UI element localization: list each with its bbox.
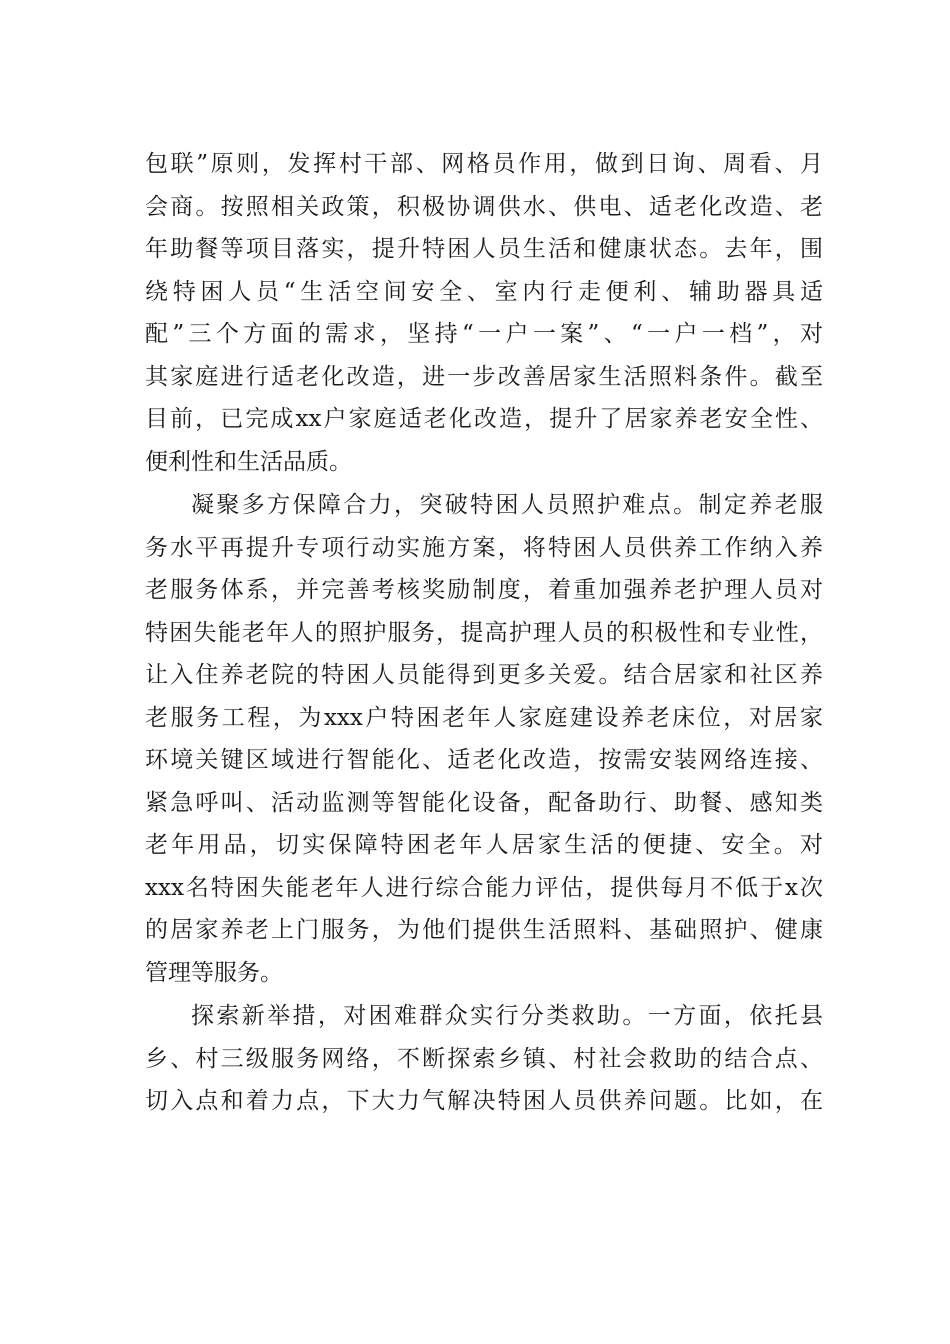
text-line: 凝聚多方保障合力，突破特困人员照护难点。制定养老服 (191, 492, 823, 518)
text-line: 管理等服务。 (145, 959, 283, 986)
text-line: 让入住养老院的特困人员能得到更多关爱。结合居家和社区养 (145, 662, 823, 688)
text-line: 紧急呼叫、活动监测等智能化设备，配备助行、助餐、感知类 (145, 789, 823, 816)
text-line: 务水平再提升专项行动实施方案，将特困人员供养工作纳入养 (145, 534, 823, 561)
text-line: 包联”原则，发挥村干部、网格员作用，做到日询、周看、月 (145, 151, 823, 177)
text-line: 探索新举措，对困难群众实行分类救助。一方面，依托县 (191, 1003, 823, 1029)
text-line: 老年用品，切实保障特困老年人居家生活的便捷、安全。对 (145, 832, 823, 858)
text-line: 配”三个方面的需求，坚持“一户一案”、“一户一档”，对 (145, 321, 823, 347)
text-line: 乡、村三级服务网络，不断探索乡镇、村社会救助的结合点、 (145, 1045, 823, 1072)
text-line: 会商。按照相关政策，积极协调供水、供电、适老化改造、老 (145, 193, 823, 220)
paragraph-1 (145, 143, 823, 483)
text-line: 其家庭进行适老化改造，进一步改善居家生活照料条件。截至 (145, 363, 823, 390)
text-line: 老服务工程，为xxx户特困老年人家庭建设养老床位，对居家 (145, 704, 823, 731)
text-line: 绕特困人员“生活空间安全、室内行走便利、辅助器具适 (145, 278, 823, 305)
text-line: 年助餐等项目落实，提升特困人员生活和健康状态。去年，围 (145, 236, 823, 262)
paragraph-3 (145, 995, 823, 1123)
text-line: 目前，已完成xx户家庭适老化改造，提升了居家养老安全性、 (145, 406, 823, 432)
text-line: 环境关键区域进行智能化、适老化改造，按需安装网络连接、 (145, 747, 823, 773)
text-line: 特困失能老年人的照护服务，提高护理人员的积极性和专业性， (145, 619, 823, 646)
text-line: 便利性和生活品质。 (145, 448, 352, 475)
paragraph-2 (145, 484, 823, 994)
text-line: 老服务体系，并完善考核奖励制度，着重加强养老护理人员对 (145, 577, 823, 603)
text-line: 切入点和着力点，下大力气解决特困人员供养问题。比如，在 (145, 1088, 823, 1114)
body-text (145, 143, 823, 1123)
text-line: 的居家养老上门服务，为他们提供生活照料、基础照护、健康 (145, 917, 823, 943)
text-line: xxx名特困失能老年人进行综合能力评估，提供每月不低于x次 (145, 874, 823, 901)
